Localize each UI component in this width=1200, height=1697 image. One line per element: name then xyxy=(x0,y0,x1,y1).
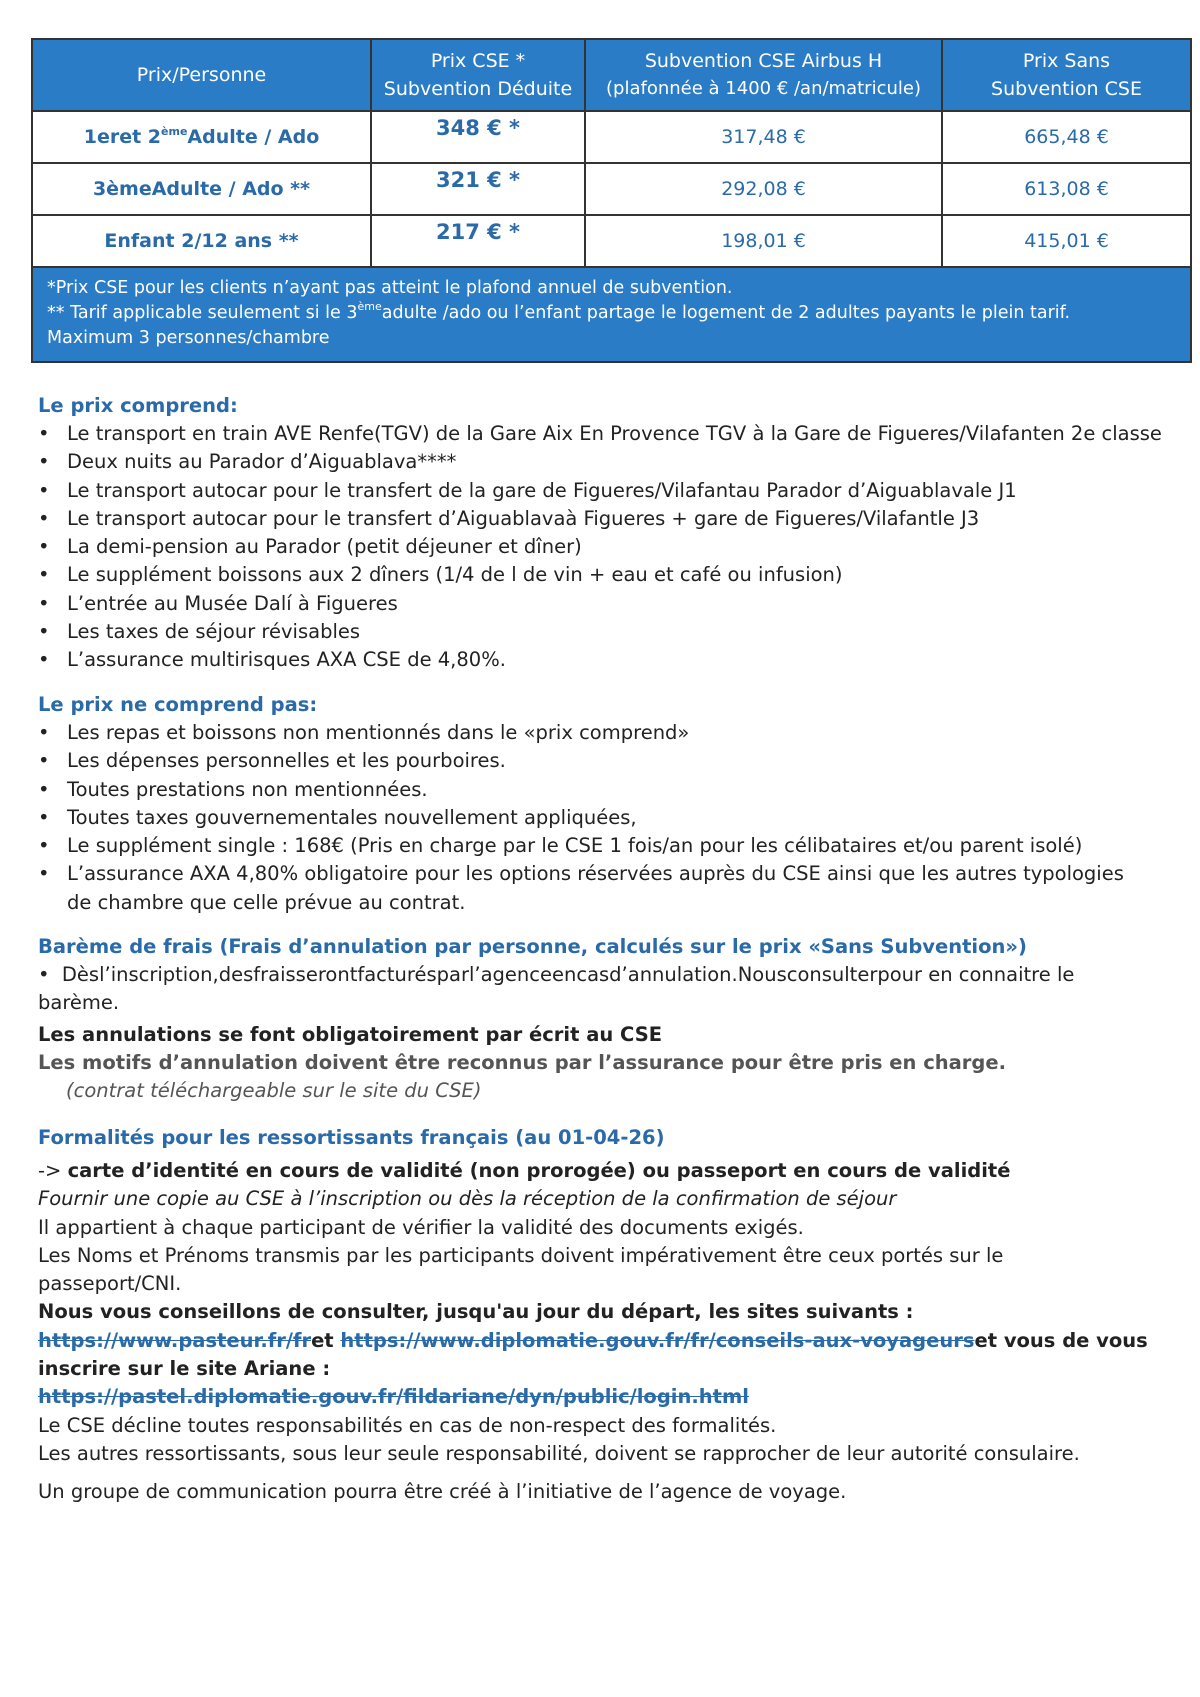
table-row xyxy=(32,163,1191,215)
copy-line: Fournir une copie au CSE à l’inscription ou dès la réception de la confirmation de séjour xyxy=(38,1187,897,1211)
validity-line: Il appartient à chaque participant de vérifier la validité des documents exigés. xyxy=(38,1215,804,1239)
consult-paragraph: Nous vous conseillons de consulter, jusqu'au jour du départ, les sites suivants : https://www.pasteur.fr/fret https://www.diplomatie.gouv.fr/fr/conseils-aux-voyageurset vous de vous inscrire sur le site Ariane : https://pastel.diplomatie.gouv.fr/fildariane/dyn/public/login.html xyxy=(38,1300,1148,1409)
pasteur-link[interactable]: https://www.pasteur.fr/fr xyxy=(38,1328,312,1352)
list-item: • Le transport autocar pour le transfert de la gare de Figueres/Vilafantau Parador d’Aiguablavale J1 xyxy=(38,477,1178,505)
section-formalites xyxy=(38,1124,1178,1507)
document-requirement: -> carte d’identité en cours de validité (non prorogée) ou passeport en cours de validité xyxy=(38,1159,1011,1182)
list-item: • L’assurance multirisques AXA CSE de 4,80%. xyxy=(38,646,1178,674)
row-label: 3èmeAdulte / Ado ** xyxy=(32,163,371,215)
row-prix-sans: 665,48 € xyxy=(942,111,1191,163)
list-item: • Le transport en train AVE Renfe(TGV) de la Gare Aix En Provence TGV à la Gare de Figueres/Vilafanten 2e classe xyxy=(38,420,1178,448)
section-ne-comprend xyxy=(38,691,1178,917)
table-row xyxy=(32,215,1191,267)
names-line: Les Noms et Prénoms transmis par les participants doivent impérativement être ceux portés sur le passeport/CNI. xyxy=(38,1243,1004,1296)
list-item: • Le supplément boissons aux 2 dîners (1/4 de l de vin + eau et café ou infusion) xyxy=(38,561,1178,589)
list-item: • L’entrée au Musée Dalí à Figueres xyxy=(38,590,1178,618)
section-bareme xyxy=(38,933,1178,1105)
bareme-title: Barème de frais (Frais d’annulation par personne, calculés sur le prix «Sans Subvention») xyxy=(38,935,1027,958)
list-item: • Le supplément single : 168€ (Pris en charge par le CSE 1 fois/an pour les célibataires et/ou parent isolé) xyxy=(38,832,1178,860)
annulation-line: Les annulations se font obligatoirement par écrit au CSE xyxy=(38,1022,663,1046)
header-prix-cse: Prix CSE * Subvention Déduite xyxy=(371,39,585,111)
contrat-line: (contrat téléchargeable sur le site du CSE) xyxy=(66,1079,482,1103)
diplomatie-link[interactable]: https://www.diplomatie.gouv.fr/fr/conseils-aux-voyageurs xyxy=(340,1328,975,1352)
ne-comprend-list xyxy=(38,719,1178,917)
others-line: Les autres ressortissants, sous leur seule responsabilité, doivent se rapprocher de leur autorité consulaire. xyxy=(38,1441,1080,1465)
list-item: • La demi-pension au Parador (petit déjeuner et dîner) xyxy=(38,533,1178,561)
motifs-line: Les motifs d’annulation doivent être reconnus par l’assurance pour être pris en charge. xyxy=(38,1050,1007,1074)
row-prix-sans: 415,01 € xyxy=(942,215,1191,267)
row-prix-sans: 613,08 € xyxy=(942,163,1191,215)
section-comprend xyxy=(38,392,1178,675)
list-item: • Les dépenses personnelles et les pourboires. xyxy=(38,747,1178,775)
list-item: • Toutes taxes gouvernementales nouvellement appliquées, xyxy=(38,804,1178,832)
list-item: • Les repas et boissons non mentionnés dans le «prix comprend» xyxy=(38,719,1178,747)
list-item: • Toutes prestations non mentionnées. xyxy=(38,776,1178,804)
row-subvention: 198,01 € xyxy=(585,215,942,267)
list-item: • Les taxes de séjour révisables xyxy=(38,618,1178,646)
comprend-title: Le prix comprend: xyxy=(38,394,238,417)
table-row xyxy=(32,111,1191,163)
row-subvention: 292,08 € xyxy=(585,163,942,215)
row-prix-cse: 321 € * xyxy=(371,163,585,215)
row-subvention: 317,48 € xyxy=(585,111,942,163)
ne-comprend-title: Le prix ne comprend pas: xyxy=(38,693,318,716)
table-note: *Prix CSE pour les clients n’ayant pas atteint le plafond annuel de subvention. ** Tarif applicable seulement si le 3èmeadulte /ado ou l’enfant partage le logement de 2 adultes payants le plein tarif. Maximum 3 personnes/chambre xyxy=(32,267,1191,362)
comprend-list xyxy=(38,420,1178,675)
header-prix-sans: Prix Sans Subvention CSE xyxy=(942,39,1191,111)
list-item: • Le transport autocar pour le transfert d’Aiguablavaà Figueres + gare de Figueres/Vilafantle J3 xyxy=(38,505,1178,533)
bareme-item: • Dèsl’inscription,desfraisserontfacturésparl’agenceencasd’annulation.Nousconsulterpour en connaitre le barème. xyxy=(38,963,1075,1015)
table-note-row xyxy=(32,267,1191,362)
formalites-title: Formalités pour les ressortissants français (au 01-04-26) xyxy=(38,1126,665,1149)
group-line: Un groupe de communication pourra être créé à l’initiative de l’agence de voyage. xyxy=(38,1480,847,1504)
list-item: • Deux nuits au Parador d’Aiguablava**** xyxy=(38,448,1178,476)
list-item: • L’assurance AXA 4,80% obligatoire pour les options réservées auprès du CSE ainsi que les autres typologies de chambre que celle prévue au contrat. xyxy=(38,860,1178,917)
header-subvention: Subvention CSE Airbus H (plafonnée à 1400 € /an/matricule) xyxy=(585,39,942,111)
row-label: Enfant 2/12 ans ** xyxy=(32,215,371,267)
row-label: 1eret 2èmeAdulte / Ado xyxy=(32,111,371,163)
row-prix-cse: 217 € * xyxy=(371,215,585,267)
row-prix-cse: 348 € * xyxy=(371,111,585,163)
price-table xyxy=(31,38,1192,363)
ariane-link[interactable]: https://pastel.diplomatie.gouv.fr/fildariane/dyn/public/login.html xyxy=(38,1385,749,1409)
price-table-header xyxy=(32,39,1191,111)
header-prix-personne: Prix/Personne xyxy=(32,39,371,111)
decline-line: Le CSE décline toutes responsabilités en cas de non-respect des formalités. xyxy=(38,1413,777,1437)
